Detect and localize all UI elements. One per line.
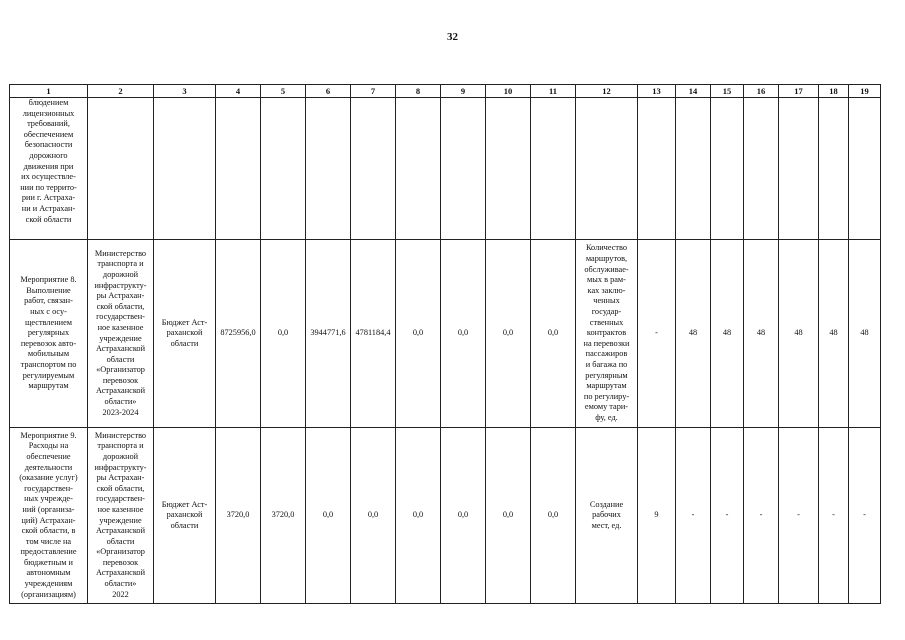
value-cell: 0,0 bbox=[531, 240, 576, 428]
column-header: 18 bbox=[819, 85, 849, 98]
column-header: 12 bbox=[576, 85, 638, 98]
value-cell: 48 bbox=[779, 240, 819, 428]
value-cell: 3944771,6 bbox=[306, 240, 351, 428]
value-cell: 0,0 bbox=[306, 428, 351, 604]
value-cell bbox=[819, 98, 849, 240]
activity-cell: Мероприятие 9. Расходы на обеспечение деятельности (оказание услуг) государствен- ных учрежде- ний (организа- ций) Астрахан- ской области, в том числе на предоставление бюджетным и автономным учреждениям (организациям) bbox=[10, 428, 88, 604]
table-row bbox=[10, 98, 881, 240]
value-cell: 0,0 bbox=[441, 240, 486, 428]
funding-source-cell: Бюджет Аст- раханской области bbox=[154, 240, 216, 428]
value-cell: - bbox=[819, 428, 849, 604]
value-cell bbox=[396, 98, 441, 240]
column-header: 7 bbox=[351, 85, 396, 98]
value-cell bbox=[486, 98, 531, 240]
value-cell: 3720,0 bbox=[261, 428, 306, 604]
activity-cell: Мероприятие 8. Выполнение работ, связан- ных с осу- ществлением регулярных перевозок авто- мобильным транспортом по регулируемым маршрутам bbox=[10, 240, 88, 428]
value-cell: - bbox=[711, 428, 744, 604]
executor-cell bbox=[88, 98, 154, 240]
value-cell bbox=[441, 98, 486, 240]
column-header: 9 bbox=[441, 85, 486, 98]
executor-cell: Министерство транспорта и дорожной инфраструкту- ры Астрахан- ской области, государствен- ное казенное учреждение Астраханской области «Организатор перевозок Астраханской области» 2022 bbox=[88, 428, 154, 604]
column-header: 13 bbox=[638, 85, 676, 98]
value-cell bbox=[779, 98, 819, 240]
value-cell: 0,0 bbox=[261, 240, 306, 428]
column-header: 10 bbox=[486, 85, 531, 98]
column-header: 19 bbox=[849, 85, 881, 98]
program-table bbox=[9, 84, 881, 604]
column-header: 15 bbox=[711, 85, 744, 98]
page-number: 32 bbox=[447, 31, 458, 43]
indicator-cell: Количество маршрутов, обслуживае- мых в рам- ках заклю- ченных государ- ственных контрактов на перевозки пассажиров и багажа по регулярным маршрутам по регулиру- емому тари- фу, ед. bbox=[576, 240, 638, 428]
header-row bbox=[10, 85, 881, 98]
value-cell: 0,0 bbox=[441, 428, 486, 604]
value-cell: 48 bbox=[711, 240, 744, 428]
column-header: 1 bbox=[10, 85, 88, 98]
column-header: 6 bbox=[306, 85, 351, 98]
value-cell: - bbox=[744, 428, 779, 604]
value-cell: - bbox=[676, 428, 711, 604]
column-header: 8 bbox=[396, 85, 441, 98]
value-cell bbox=[638, 98, 676, 240]
value-cell bbox=[711, 98, 744, 240]
value-cell: - bbox=[779, 428, 819, 604]
table-row bbox=[10, 240, 881, 428]
column-header: 5 bbox=[261, 85, 306, 98]
value-cell: 4781184,4 bbox=[351, 240, 396, 428]
value-cell: - bbox=[849, 428, 881, 604]
funding-source-cell: Бюджет Аст- раханской области bbox=[154, 428, 216, 604]
value-cell: 48 bbox=[676, 240, 711, 428]
column-header: 4 bbox=[216, 85, 261, 98]
value-cell: 0,0 bbox=[486, 428, 531, 604]
value-cell bbox=[744, 98, 779, 240]
value-cell: 0,0 bbox=[486, 240, 531, 428]
value-cell bbox=[351, 98, 396, 240]
column-header: 3 bbox=[154, 85, 216, 98]
table-row bbox=[10, 428, 881, 604]
value-cell bbox=[531, 98, 576, 240]
funding-source-cell bbox=[154, 98, 216, 240]
value-cell bbox=[676, 98, 711, 240]
column-header: 11 bbox=[531, 85, 576, 98]
column-header: 16 bbox=[744, 85, 779, 98]
value-cell: 9 bbox=[638, 428, 676, 604]
value-cell: 0,0 bbox=[531, 428, 576, 604]
value-cell bbox=[849, 98, 881, 240]
value-cell: 48 bbox=[744, 240, 779, 428]
executor-cell: Министерство транспорта и дорожной инфраструкту- ры Астрахан- ской области, государствен- ное казенное учреждение Астраханской области «Организатор перевозок Астраханской области» 2023-2024 bbox=[88, 240, 154, 428]
total-cell: 8725956,0 bbox=[216, 240, 261, 428]
column-header: 17 bbox=[779, 85, 819, 98]
value-cell: 48 bbox=[819, 240, 849, 428]
column-header: 2 bbox=[88, 85, 154, 98]
total-cell: 3720,0 bbox=[216, 428, 261, 604]
indicator-cell bbox=[576, 98, 638, 240]
value-cell bbox=[306, 98, 351, 240]
indicator-cell: Создание рабочих мест, ед. bbox=[576, 428, 638, 604]
value-cell: 48 bbox=[849, 240, 881, 428]
value-cell: 0,0 bbox=[351, 428, 396, 604]
value-cell: 0,0 bbox=[396, 428, 441, 604]
activity-cell: блюдением лицензионных требований, обеспечением безопасности дорожного движения при их осуществле- нии по террито- рии г. Астраха- ни и Астрахан- ской области bbox=[10, 98, 88, 240]
value-cell bbox=[261, 98, 306, 240]
value-cell: - bbox=[638, 240, 676, 428]
value-cell: 0,0 bbox=[396, 240, 441, 428]
column-header: 14 bbox=[676, 85, 711, 98]
total-cell bbox=[216, 98, 261, 240]
